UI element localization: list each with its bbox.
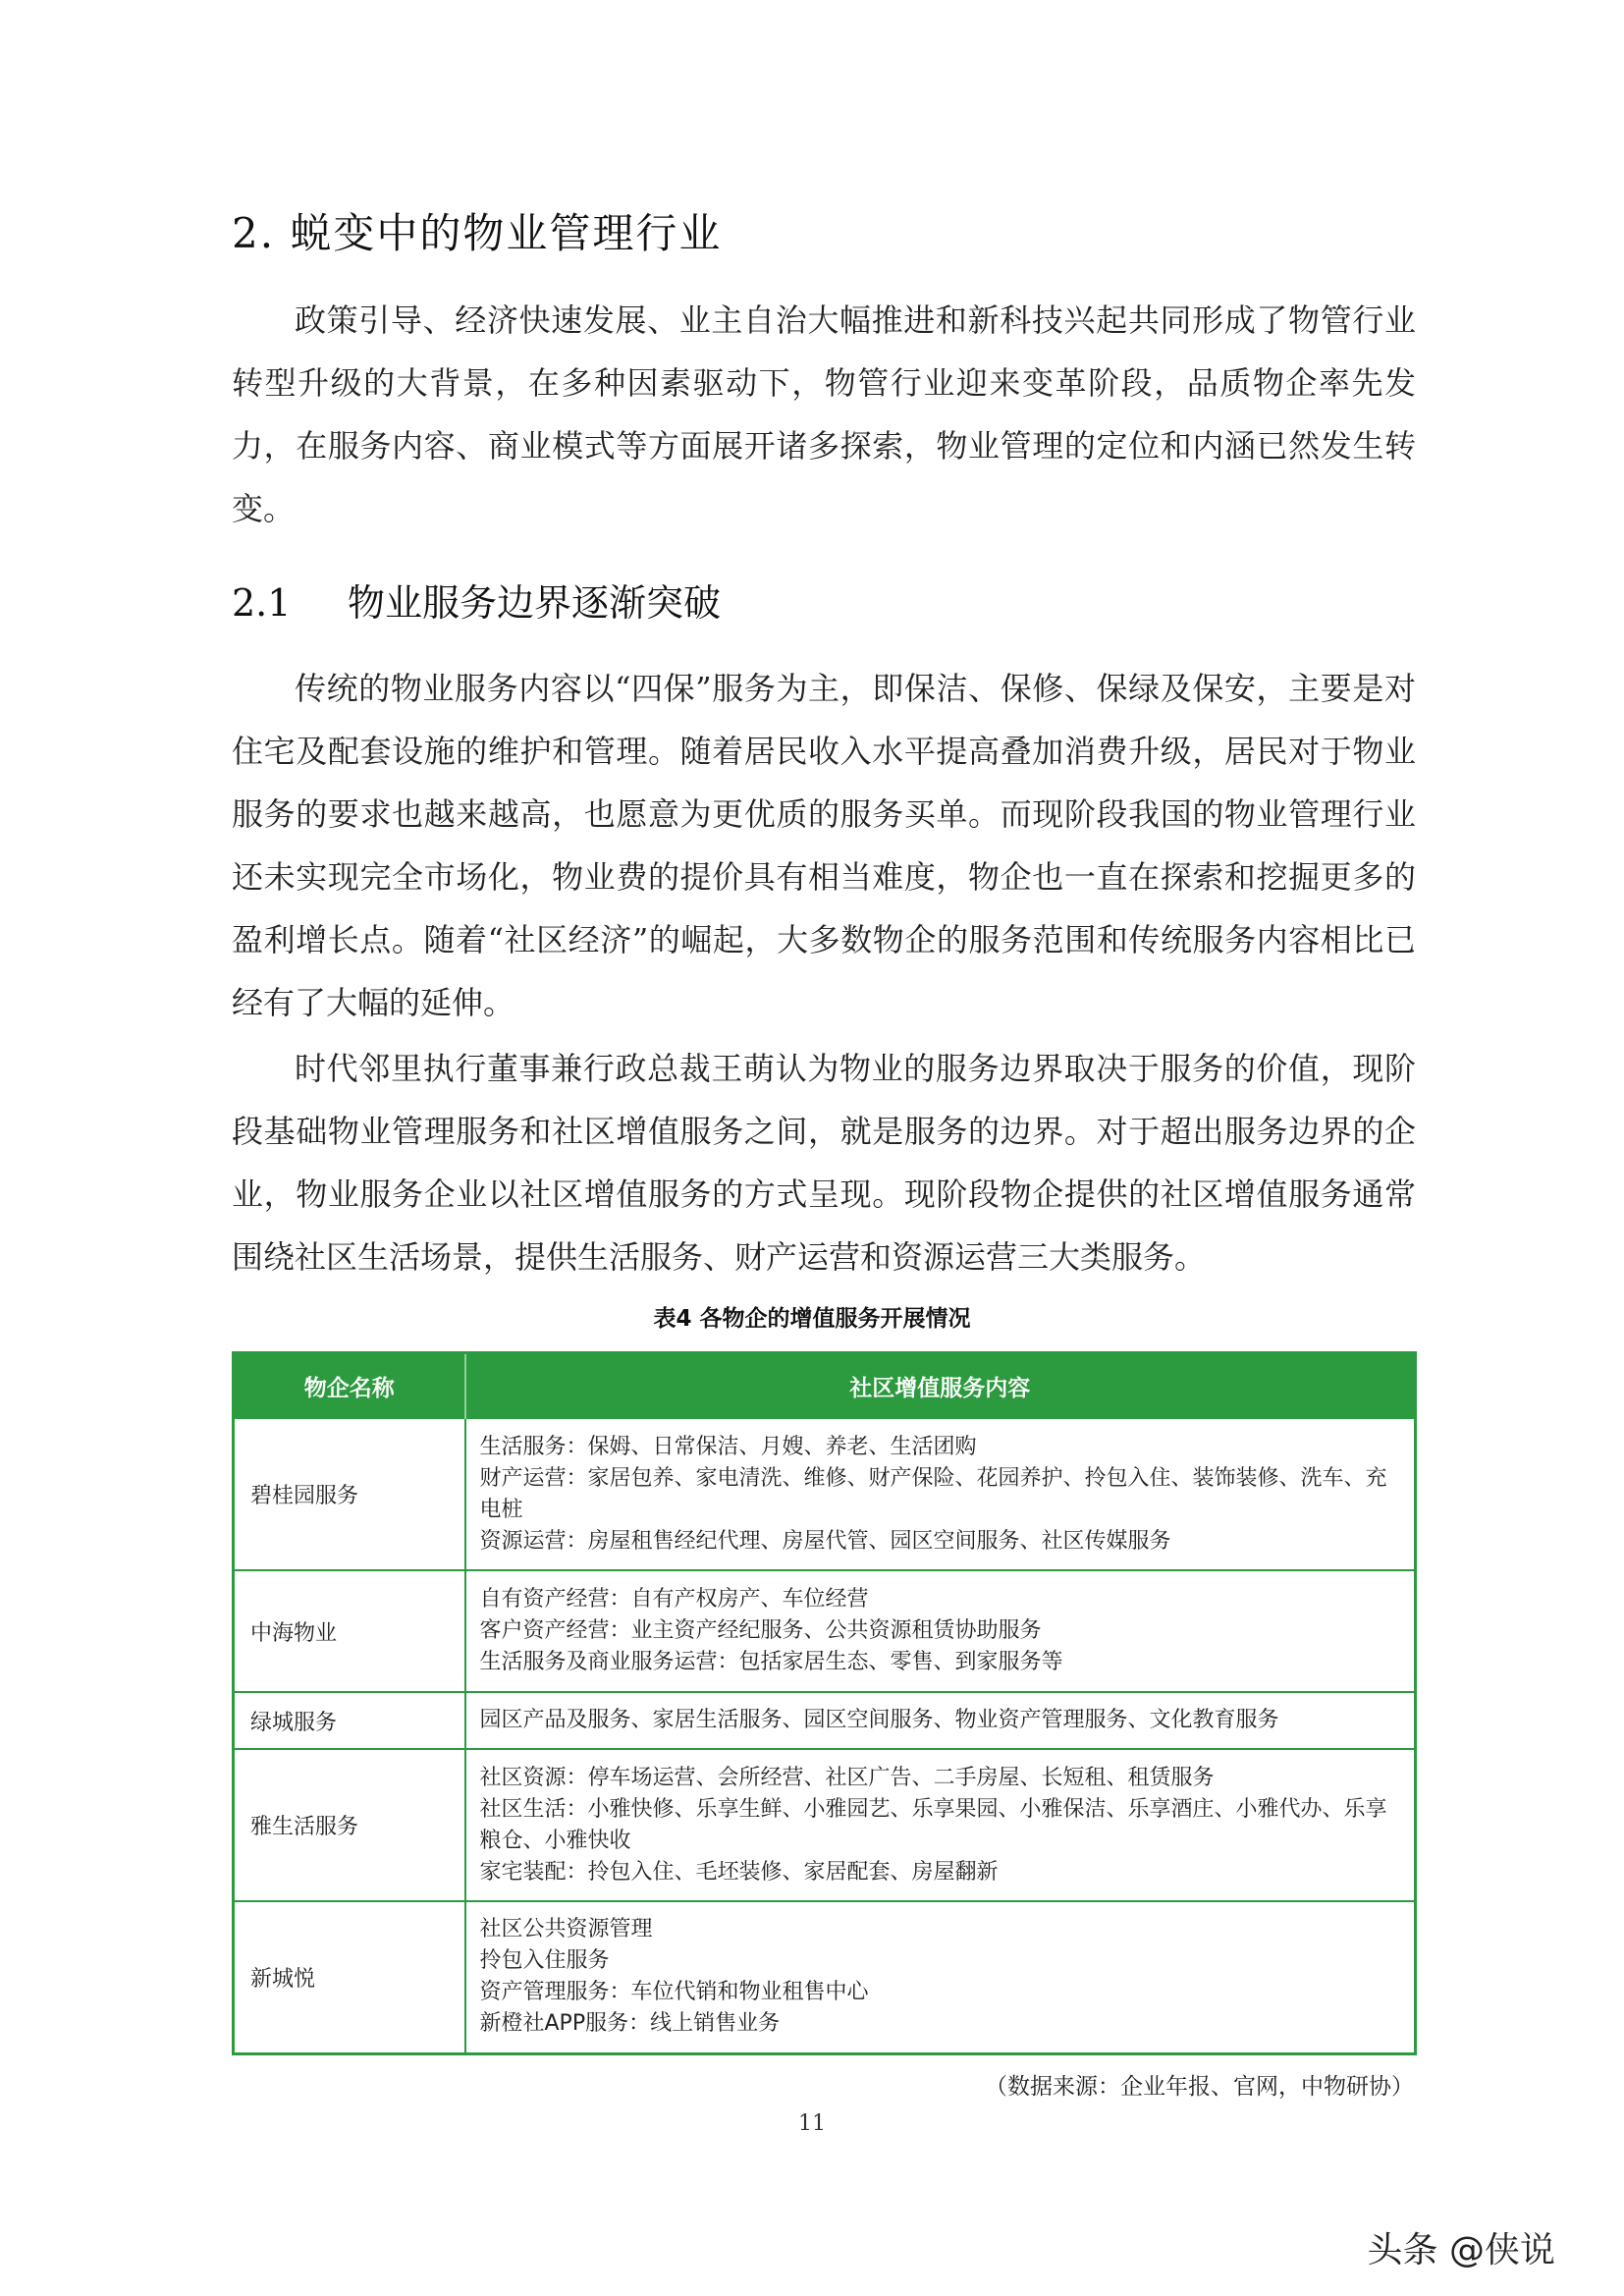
page-number: 11 — [798, 2111, 826, 2136]
company-name: 中海物业 — [234, 1570, 465, 1692]
service-line: 拎包入住服务 — [479, 1948, 610, 1974]
service-line: 社区生活：小雅快修、乐享生鲜、小雅园艺、乐享果园、小雅保洁、乐享酒庄、小雅代办、乐享粮仓、小雅快收 — [479, 1796, 1387, 1853]
service-line: 客户资产经营：业主资产经纪服务、公共资源租赁协助服务 — [479, 1618, 1042, 1643]
service-line: 社区资源：停车场运营、会所经营、社区广告、二手房屋、长短租、租赁服务 — [479, 1765, 1215, 1790]
table-row — [234, 1901, 1416, 2053]
company-name: 绿城服务 — [234, 1692, 465, 1749]
service-line: 生活服务：保姆、日常保洁、月嫂、养老、生活团购 — [479, 1434, 977, 1459]
data-source-note: （数据来源：企业年报、官网，中物研协） — [985, 2074, 1414, 2100]
subsection-number: 2.1 — [232, 581, 292, 625]
company-name: 雅生活服务 — [234, 1749, 465, 1901]
service-line: 社区公共资源管理 — [479, 1917, 653, 1942]
services-cell — [465, 1749, 1416, 1901]
section-heading: 2. 蜕变中的物业管理行业 — [232, 209, 723, 257]
company-name: 碧桂园服务 — [234, 1418, 465, 1570]
service-line: 园区产品及服务、家居生活服务、园区空间服务、物业资产管理服务、文化教育服务 — [479, 1708, 1279, 1732]
table-row — [234, 1570, 1416, 1692]
services-cell — [465, 1901, 1416, 2053]
table-header-row — [234, 1353, 1416, 1419]
service-line: 资产管理服务：车位代销和物业租售中心 — [479, 1980, 869, 2005]
service-line: 生活服务及商业服务运营：包括家居生态、零售、到家服务等 — [479, 1650, 1063, 1674]
intro-paragraph: 政策引导、经济快速发展、业主自治大幅推进和新科技兴起共同形成了物管行业转型升级的大背景，在多种因素驱动下，物管行业迎来变革阶段，品质物企率先发力，在服务内容、商业模式等方面展开诸多探索，物业管理的定位和内涵已然发生转变。 — [232, 301, 1416, 527]
table-caption: 表4 各物企的增值服务开展情况 — [653, 1306, 971, 1332]
services-cell — [465, 1692, 1416, 1749]
body-paragraph: 时代邻里执行董事兼行政总裁王萌认为物业的服务边界取决于服务的价值，现阶段基础物业管理服务和社区增值服务之间，就是服务的边界。对于超出服务边界的企业，物业服务企业以社区增值服务的方式呈现。现阶段物企提供的社区增值服务通常围绕社区生活场景，提供生活服务、财产运营和资源运营三大类服务。 — [232, 1050, 1416, 1276]
services-cell — [465, 1418, 1416, 1570]
services-cell — [465, 1570, 1416, 1692]
service-line: 财产运营：家居包养、家电清洗、维修、财产保险、花园养护、拎包入住、装饰装修、洗车、充电桩 — [479, 1465, 1387, 1522]
service-line: 自有资产经营：自有产权房产、车位经营 — [479, 1587, 869, 1612]
service-line: 新橙社APP服务：线上销售业务 — [479, 2011, 781, 2037]
service-line: 家宅装配：拎包入住、毛坯装修、家居配套、房屋翻新 — [479, 1859, 999, 1885]
body-paragraph: 传统的物业服务内容以“四保”服务为主，即保洁、保修、保绿及保安，主要是对住宅及配套设施的维护和管理。随着居民收入水平提高叠加消费升级，居民对于物业服务的要求也越来越高，也愿意为更优质的服务买单。而现阶段我国的物业管理行业还未实现完全市场化，物业费的提价具有相当难度，物企也一直在探索和挖掘更多的盈利增长点。随着“社区经济”的崛起，大多数物企的服务范围和传统服务内容相比已经有了大幅的延伸。 — [232, 670, 1416, 1021]
company-name: 新城悦 — [234, 1901, 465, 2053]
table-row — [234, 1692, 1416, 1749]
subsection-heading — [232, 573, 721, 627]
table-row — [234, 1418, 1416, 1570]
services-table — [232, 1351, 1417, 2055]
table-row — [234, 1749, 1416, 1901]
watermark: 头条 @侠说 — [1367, 2230, 1555, 2270]
column-header-services: 社区增值服务内容 — [465, 1353, 1416, 1419]
column-header-company: 物企名称 — [234, 1353, 465, 1419]
service-line: 资源运营：房屋租售经纪代理、房屋代管、园区空间服务、社区传媒服务 — [479, 1528, 1171, 1554]
subsection-title: 物业服务边界逐渐突破 — [348, 581, 722, 625]
